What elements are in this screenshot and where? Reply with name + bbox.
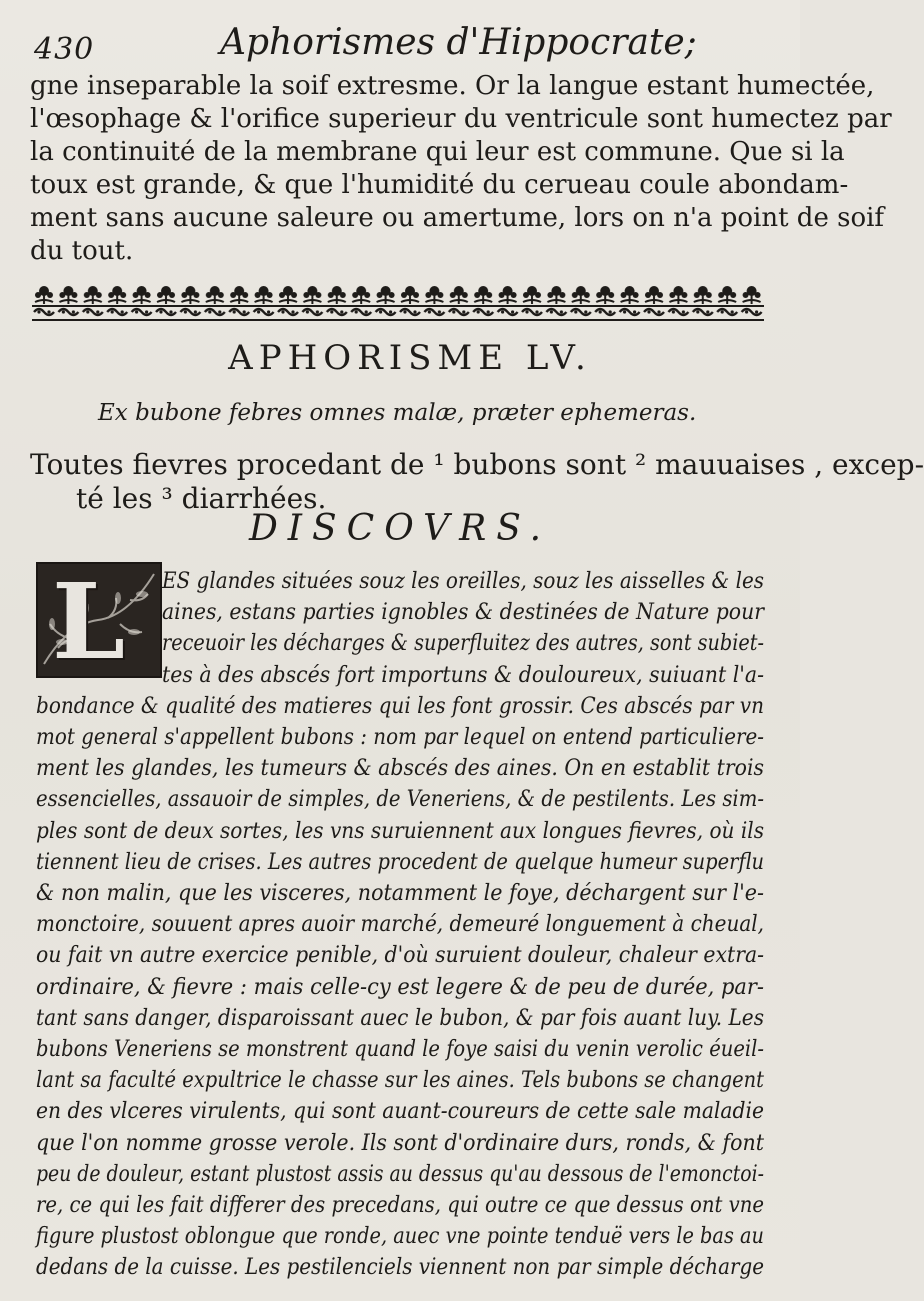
latin-aphorism: Ex bubone febres omnes malæ, præter ephemeras.	[98, 400, 697, 426]
running-head	[30, 18, 770, 66]
text-line: mot general s'appellent bubons : nom par lequel on entend particuliere-	[36, 725, 764, 751]
text-line: receuoir les décharges & superfluitez des autres, sont subiet-	[162, 631, 764, 657]
text-line: bubons Veneriens se monstrent quand le foye saisi du venin verolic éueil-	[36, 1037, 764, 1063]
text-line: té les ³ diarrhées.	[76, 482, 327, 515]
text-line: lant sa faculté expultrice le chasse sur les aines. Tels bubons se changent	[36, 1068, 764, 1094]
text-line: figure plustost oblongue que ronde, auec vne pointe tenduë vers le bas au	[36, 1224, 764, 1250]
text-line: la continuité de la membrane qui leur est commune. Que si la	[30, 137, 845, 167]
text-line: l'œsophage & l'orifice superieur du ventricule sont humectez par	[30, 104, 892, 134]
previous-paragraph	[30, 70, 892, 268]
discours-heading: DISCOVRS.	[248, 508, 552, 549]
text-line: bondance & qualité des matieres qui les font grossir. Ces abscés par vn	[36, 693, 764, 719]
text-line: Toutes fievres procedant de ¹ bubons sont ² mauuaises , excep-	[30, 448, 924, 481]
text-line: ples sont de deux sortes, les vns suruiennent aux longues fievres, où ils	[36, 818, 764, 844]
text-line: toux est grande, & que l'humidité du cerueau coule abondam-	[30, 170, 849, 200]
text-line: tiennent lieu de crises. Les autres procedent de quelque humeur superflu	[36, 849, 764, 875]
text-line: essencielles, assauoir de simples, de Veneriens, & de pestilents. Les sim-	[36, 787, 764, 813]
discours-body	[36, 566, 766, 1284]
text-line: & non malin, que les visceres, notamment le foye, déchargent sur l'e-	[36, 881, 764, 907]
fleuron-ornament-band	[32, 282, 764, 326]
text-line: ment sans aucune saleure ou amertume, lors on n'a point de soif	[30, 203, 885, 233]
aphorism-title: APHORISME LV.	[228, 338, 592, 378]
text-line: que l'on nomme grosse verole. Ils sont d'ordinaire durs, ronds, & font	[36, 1130, 764, 1156]
text-line: dedans de la cuisse. Les pestilenciels viennent non par simple décharge	[36, 1255, 764, 1281]
text-line: gne inseparable la soif extresme. Or la langue estant humectée,	[30, 71, 875, 101]
text-line: ou fait vn autre exercice penible, d'où suruient douleur, chaleur extra-	[36, 943, 764, 969]
page-number: 430	[34, 32, 95, 67]
text-line: ordinaire, & fievre : mais celle-cy est legere & de peu de durée, par-	[36, 974, 764, 1000]
text-line: ES glandes situées souz les oreilles, souz les aisselles & les	[162, 569, 764, 594]
text-line: tant sans danger, disparoissant auec le bubon, & par fois auant luy. Les	[36, 1005, 764, 1031]
text-line: ment les glandes, les tumeurs & abscés des aines. On en establit trois	[36, 756, 764, 782]
text-line: du tout.	[30, 236, 134, 266]
running-title: Aphorismes d'Hippocrate;	[220, 22, 697, 63]
french-translation	[30, 448, 924, 516]
text-line: tes à des abscés fort importuns & douloureux, suiuant l'a-	[162, 662, 764, 688]
dropcap-letter: L	[52, 560, 126, 683]
text-line: en des vlceres virulents, qui sont auant-coureurs de cette sale maladie	[36, 1099, 764, 1125]
text-line: peu de douleur, estant plustost assis au dessus qu'au dessous de l'emonctoi-	[36, 1161, 764, 1187]
text-line: re, ce qui les fait differer des precedans, qui outre ce que dessus ont vne	[36, 1193, 764, 1219]
text-line: monctoire, souuent apres auoir marché, demeuré longuement à cheual,	[36, 912, 764, 938]
text-line: aines, estans parties ignobles & destinées de Nature pour	[162, 600, 764, 626]
